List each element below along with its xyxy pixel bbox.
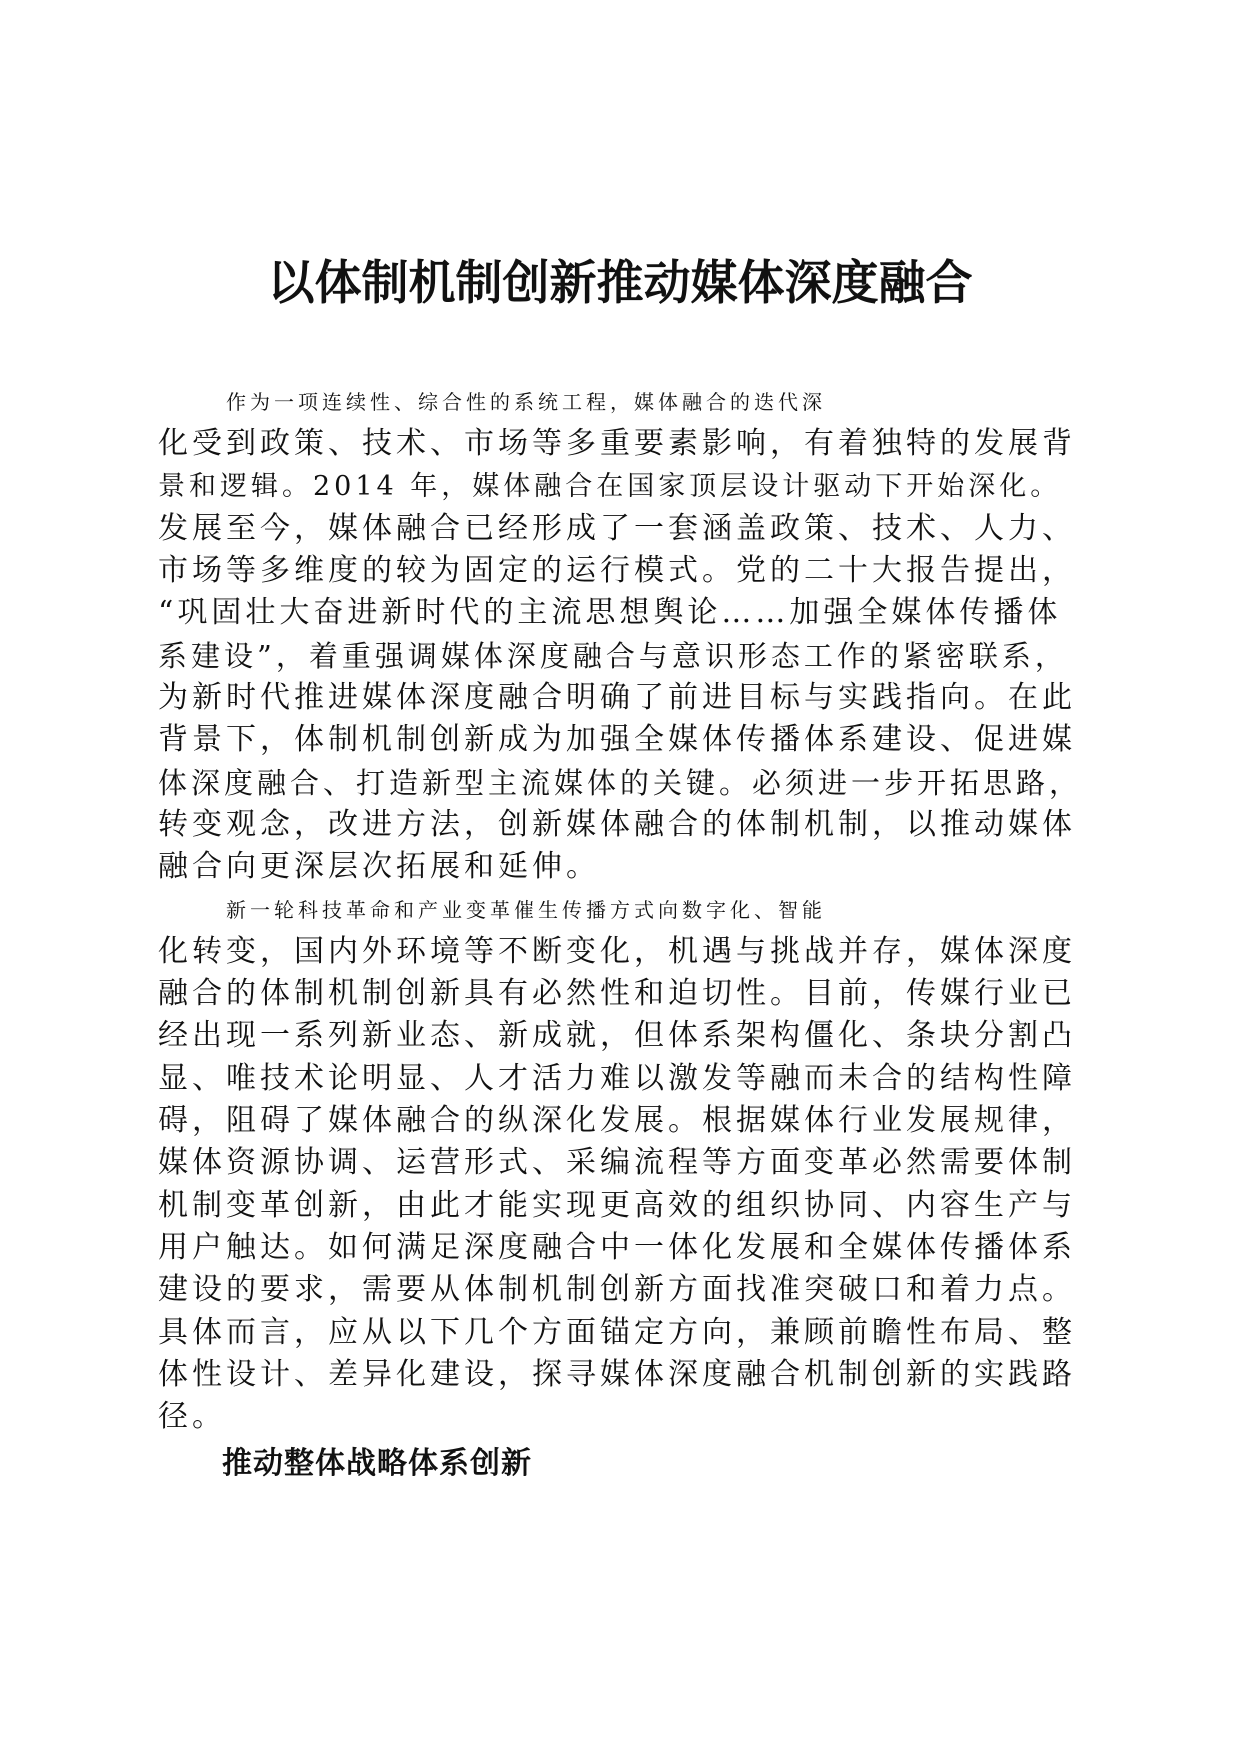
document-title: 以体制机制创新推动媒体深度融合: [267, 256, 973, 311]
section-heading: 推动整体战略体系创新: [222, 1446, 532, 1482]
text-line: 新一轮科技革命和产业变革催生传播方式向数字化、智能: [226, 897, 826, 922]
text-line: 转变观念，改进方法，创新媒体融合的体制机制，以推动媒体: [158, 806, 1076, 842]
text-line: 景和逻辑。2014 年，媒体融合在国家顶层设计驱动下开始深化。: [158, 470, 1062, 502]
text-line: 背景下，体制机制创新成为加强全媒体传播体系建设、促进媒: [158, 722, 1076, 758]
text-line: 市场等多维度的较为固定的运行模式。党的二十大报告提出，: [158, 553, 1076, 589]
text-line: 碍，阻碍了媒体融合的纵深化发展。根据媒体行业发展规律，: [158, 1103, 1076, 1139]
document-body: [158, 381, 1084, 1486]
text-line: 化转变，国内外环境等不断变化，机遇与挑战并存，媒体深度: [158, 933, 1076, 969]
text-line: 融合向更深层次拓展和延伸。: [158, 849, 600, 885]
text-line: 用户触达。如何满足深度融合中一体化发展和全媒体传播体系: [158, 1229, 1076, 1265]
text-line: 经出现一系列新业态、新成就，但体系架构僵化、条块分割凸: [158, 1018, 1076, 1054]
text-line: 化受到政策、技术、市场等多重要素影响，有着独特的发展背: [158, 426, 1076, 462]
text-line: 具体而言，应从以下几个方面锚定方向，兼顾前瞻性布局、整: [158, 1314, 1076, 1350]
text-line: 发展至今，媒体融合已经形成了一套涵盖政策、技术、人力、: [158, 510, 1076, 546]
paragraph-2: [158, 889, 1084, 1439]
text-line: 作为一项连续性、综合性的系统工程，媒体融合的迭代深: [226, 390, 826, 414]
paragraph-1: [158, 381, 1084, 889]
text-line: “巩固壮大奋进新时代的主流思想舆论……加强全媒体传播体: [158, 595, 1062, 631]
text-line: 融合的体制机制创新具有必然性和迫切性。目前，传媒行业已: [158, 976, 1076, 1012]
text-line: 为新时代推进媒体深度融合明确了前进目标与实践指向。在此: [158, 680, 1076, 716]
text-line: 体性设计、差异化建设，探寻媒体深度融合机制创新的实践路: [158, 1356, 1076, 1392]
text-line: 建设的要求，需要从体制机制创新方面找准突破口和着力点。: [158, 1272, 1076, 1308]
text-line: 机制变革创新，由此才能实现更高效的组织协同、内容生产与: [158, 1187, 1076, 1223]
text-line: 媒体资源协调、运营形式、采编流程等方面变革必然需要体制: [158, 1145, 1076, 1181]
text-line: 径。: [158, 1399, 226, 1435]
text-line: 系建设”，着重强调媒体深度融合与意识形态工作的紧密联系，: [158, 638, 1068, 673]
text-line: 显、唯技术论明显、人才活力难以激发等融而未合的结构性障: [158, 1060, 1076, 1096]
text-line: 体深度融合、打造新型主流媒体的关键。必须进一步开拓思路，: [158, 765, 1083, 800]
